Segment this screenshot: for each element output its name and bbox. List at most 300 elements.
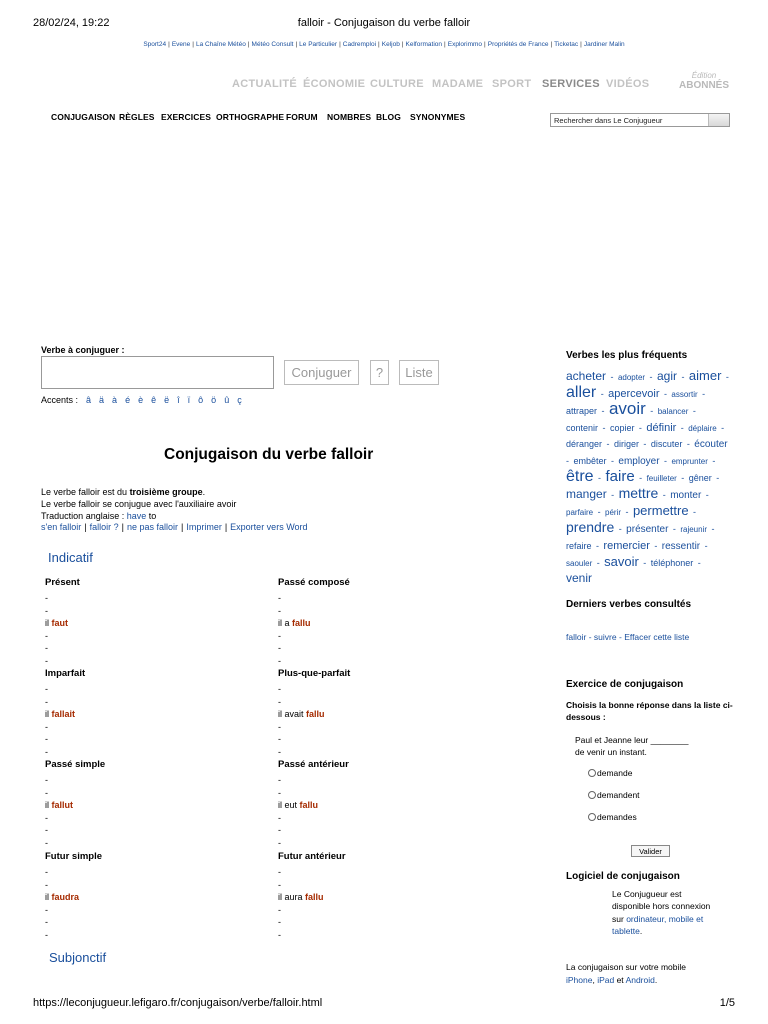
option-label: demandent bbox=[597, 790, 640, 800]
verb-input[interactable] bbox=[41, 356, 274, 389]
frequent-verb-link[interactable]: avoir bbox=[608, 399, 646, 419]
conjugation-line bbox=[45, 696, 265, 709]
cloud-separator: - bbox=[625, 506, 629, 517]
cloud-separator: - bbox=[618, 524, 622, 535]
mobile-sep: , bbox=[592, 974, 598, 985]
frequent-verb-link[interactable]: manger bbox=[566, 487, 607, 502]
edition-label: Édition bbox=[691, 71, 717, 80]
partner-link[interactable]: Météo Consult bbox=[251, 41, 294, 48]
conjugation-line bbox=[278, 721, 498, 734]
accent-char[interactable]: à bbox=[112, 395, 118, 405]
pronoun: il avait bbox=[278, 709, 304, 720]
mobile-end: . bbox=[654, 974, 658, 985]
verb-form: faudra bbox=[51, 892, 80, 903]
empty-person: - bbox=[45, 630, 48, 641]
exercise-question: Choisis la bonne réponse dans la liste ci-dessous : bbox=[566, 700, 733, 722]
frequent-verb-link[interactable]: copier bbox=[609, 422, 635, 433]
search-input[interactable]: Rechercher dans Le Conjugueur bbox=[550, 113, 730, 127]
empty-person: - bbox=[45, 825, 48, 836]
empty-person: - bbox=[278, 746, 281, 757]
search-button[interactable] bbox=[708, 114, 729, 126]
conjugation-line bbox=[45, 746, 265, 759]
cloud-separator: - bbox=[606, 439, 610, 450]
frequent-verb-link[interactable]: attraper bbox=[566, 406, 598, 417]
translation-suffix: to bbox=[146, 511, 157, 521]
software-devices-link[interactable]: ordinateur, mobile et tablette bbox=[612, 913, 704, 936]
partner-link[interactable]: Explorimmo bbox=[447, 41, 483, 48]
frequent-verb-link[interactable]: parfaire bbox=[566, 507, 594, 517]
cloud-separator: - bbox=[611, 490, 615, 501]
frequent-verb-link[interactable]: feuilleter bbox=[646, 473, 677, 483]
tense-block bbox=[45, 668, 265, 759]
conjugation-line bbox=[45, 824, 265, 837]
cloud-separator: - bbox=[681, 372, 685, 382]
partner-link[interactable]: Keljob bbox=[381, 41, 400, 48]
cloud-separator: - bbox=[639, 472, 643, 483]
exercise-sentence-line2: de venir un instant. bbox=[575, 747, 647, 757]
conjugation-line bbox=[45, 605, 265, 618]
frequent-verb-link[interactable]: adopter bbox=[617, 373, 646, 382]
empty-person: - bbox=[278, 775, 281, 785]
frequent-verb-link[interactable]: ressentir bbox=[661, 540, 701, 552]
link-separator: | bbox=[121, 522, 124, 532]
cloud-separator: - bbox=[566, 455, 569, 466]
conjugation-line bbox=[278, 916, 498, 929]
empty-person: - bbox=[278, 605, 281, 616]
empty-person: - bbox=[45, 655, 48, 666]
conjugation-line bbox=[45, 799, 265, 812]
tense-block bbox=[278, 668, 498, 759]
mode-indicatif: Indicatif bbox=[48, 550, 93, 565]
accent-char[interactable]: è bbox=[138, 395, 144, 405]
recent-verbs-title: Derniers verbes consultés bbox=[566, 599, 692, 610]
cloud-separator: - bbox=[704, 540, 708, 551]
conjugation-line bbox=[278, 708, 498, 721]
partner-link[interactable]: La Chaîne Météo bbox=[195, 41, 246, 48]
frequent-verb-link[interactable]: remercier bbox=[603, 539, 650, 552]
conjugation-line bbox=[278, 696, 498, 709]
cloud-separator: - bbox=[672, 524, 676, 535]
accent-char[interactable]: ë bbox=[164, 395, 170, 405]
frequent-verb-link[interactable]: mettre bbox=[618, 485, 659, 502]
frequent-verb-link[interactable]: saouler bbox=[566, 558, 593, 568]
empty-person: - bbox=[278, 593, 281, 603]
auxiliary-text: Le verbe falloir se conjugue avec l'auxiliaire avoir bbox=[41, 499, 237, 509]
partner-link[interactable]: Evene bbox=[171, 41, 191, 48]
tense-name: Passé composé bbox=[278, 577, 350, 588]
partner-separator: | bbox=[295, 41, 298, 48]
tense-block bbox=[278, 577, 498, 668]
empty-person: - bbox=[278, 684, 281, 694]
conjugation-line bbox=[278, 787, 498, 800]
empty-person: - bbox=[45, 879, 48, 890]
conjugation-line bbox=[278, 824, 498, 837]
empty-person: - bbox=[45, 746, 48, 757]
cloud-separator: - bbox=[686, 439, 690, 450]
conjugation-line bbox=[278, 683, 498, 696]
cloud-separator: - bbox=[702, 388, 706, 399]
validate-button[interactable]: Valider bbox=[631, 845, 670, 857]
frequent-verb-link[interactable]: déplaire bbox=[688, 423, 717, 433]
tense-name: Présent bbox=[45, 577, 80, 588]
mobile-text bbox=[566, 961, 736, 986]
empty-person: - bbox=[278, 904, 281, 915]
conjugation-line bbox=[45, 683, 265, 696]
frequent-verb-link[interactable]: définir bbox=[646, 421, 677, 434]
cloud-separator: - bbox=[596, 557, 600, 568]
option-label: demandes bbox=[597, 812, 637, 822]
print-page-number: 1/5 bbox=[719, 997, 735, 1009]
cloud-separator: - bbox=[601, 406, 605, 417]
frequent-verb-link[interactable]: embêter bbox=[573, 455, 607, 466]
conjugation-line bbox=[278, 592, 498, 605]
partner-link[interactable]: Cadremploi bbox=[342, 41, 377, 48]
frequent-verb-link[interactable]: savoir bbox=[604, 553, 639, 569]
cloud-separator: - bbox=[711, 524, 715, 535]
cloud-separator: - bbox=[663, 455, 667, 466]
nav-synonymes[interactable]: SYNONYMES bbox=[410, 112, 466, 122]
empty-person: - bbox=[278, 812, 281, 823]
verb-form: fallu bbox=[305, 892, 324, 903]
partner-separator: | bbox=[580, 41, 582, 48]
frequent-verb-link[interactable]: refaire bbox=[566, 540, 592, 551]
verb-input-label: Verbe à conjuguer : bbox=[41, 345, 125, 355]
frequent-verb-link[interactable]: acheter bbox=[566, 369, 607, 383]
translation-link[interactable]: have bbox=[126, 511, 147, 521]
accent-char[interactable]: â bbox=[86, 395, 92, 405]
empty-person: - bbox=[278, 643, 281, 654]
empty-person: - bbox=[45, 917, 48, 928]
conjugation-line bbox=[45, 879, 265, 892]
nav-blog[interactable]: BLOG bbox=[376, 112, 401, 122]
frequent-verb-link[interactable]: être bbox=[566, 467, 594, 485]
nav-conjugaison[interactable]: CONJUGAISON bbox=[51, 112, 116, 122]
conjuguer-button[interactable]: Conjuguer bbox=[284, 360, 359, 385]
partner-link[interactable]: Le Particulier bbox=[299, 41, 338, 48]
verb-action-link[interactable]: s'en falloir bbox=[41, 522, 82, 532]
empty-person: - bbox=[45, 593, 48, 603]
pronoun: il bbox=[45, 709, 49, 720]
verb-action-link[interactable]: ne pas falloir bbox=[126, 522, 178, 532]
conjugation-line bbox=[45, 866, 265, 879]
section-actualite[interactable]: ACTUALITÉ bbox=[232, 78, 298, 90]
exercise-sentence bbox=[575, 734, 735, 758]
conjugation-line bbox=[278, 774, 498, 787]
conjugation-line bbox=[278, 904, 498, 917]
empty-person: - bbox=[278, 630, 281, 641]
empty-person: - bbox=[278, 655, 281, 666]
frequent-verb-link[interactable]: déranger bbox=[566, 439, 603, 450]
section-services[interactable]: SERVICES bbox=[542, 78, 600, 90]
empty-person: - bbox=[278, 929, 281, 940]
cloud-separator: - bbox=[597, 506, 601, 517]
conjugation-line bbox=[278, 879, 498, 892]
frequent-verb-link[interactable]: gêner bbox=[688, 472, 712, 483]
verb-actions bbox=[41, 522, 308, 532]
edition-abonnes-link[interactable] bbox=[679, 71, 729, 91]
conjugation-line bbox=[45, 655, 265, 668]
link-separator: | bbox=[180, 522, 184, 532]
pronoun: il bbox=[45, 618, 49, 629]
pronoun: il a bbox=[278, 618, 290, 629]
cloud-separator: - bbox=[721, 422, 725, 433]
frequent-verb-link[interactable]: permettre bbox=[632, 502, 689, 518]
frequent-verb-link[interactable]: aller bbox=[566, 383, 597, 401]
accent-char[interactable]: ê bbox=[151, 395, 157, 405]
tense-name: Passé simple bbox=[45, 759, 106, 770]
radio-icon[interactable] bbox=[588, 813, 596, 821]
cloud-separator: - bbox=[705, 490, 709, 501]
mobile-description: La conjugaison sur votre mobile bbox=[566, 962, 687, 972]
partner-link[interactable]: Sport24 bbox=[143, 41, 167, 48]
partner-separator: | bbox=[168, 41, 170, 48]
option-demandent[interactable] bbox=[588, 790, 640, 800]
pronoun: il eut bbox=[278, 800, 298, 811]
frequent-verb-link[interactable]: discuter bbox=[650, 439, 683, 450]
iphone-link[interactable]: iPhone bbox=[566, 974, 593, 985]
recent-verb-link[interactable]: falloir bbox=[566, 632, 587, 642]
partner-separator: | bbox=[378, 41, 380, 48]
mode-subjonctif: Subjonctif bbox=[49, 950, 107, 965]
tense-name: Futur simple bbox=[45, 851, 103, 862]
cloud-separator: - bbox=[638, 422, 642, 433]
option-demande[interactable] bbox=[588, 768, 632, 778]
conjugation-line bbox=[45, 642, 265, 655]
conjugation-line bbox=[45, 929, 265, 942]
frequent-verb-link[interactable]: diriger bbox=[613, 439, 639, 450]
pronoun: il aura bbox=[278, 892, 303, 903]
accent-char[interactable]: ô bbox=[198, 395, 204, 405]
empty-person: - bbox=[278, 825, 281, 836]
link-separator: | bbox=[224, 522, 228, 532]
conjugation-line bbox=[278, 812, 498, 825]
frequent-verb-link[interactable]: employer bbox=[618, 455, 660, 467]
partner-link[interactable]: Jardiner Malin bbox=[583, 41, 625, 48]
empty-person: - bbox=[45, 734, 48, 745]
empty-person: - bbox=[278, 867, 281, 877]
option-demandes[interactable] bbox=[588, 812, 637, 822]
cloud-separator: - bbox=[650, 406, 654, 417]
tense-name: Futur antérieur bbox=[278, 851, 346, 862]
conjugation-line bbox=[45, 837, 265, 850]
recent-separator: - bbox=[618, 632, 622, 642]
partner-link[interactable]: Kelformation bbox=[405, 41, 443, 48]
frequent-verb-link[interactable]: contenir bbox=[566, 422, 599, 433]
frequent-verb-link[interactable]: assortir bbox=[671, 389, 698, 399]
radio-icon[interactable] bbox=[588, 791, 596, 799]
partner-separator: | bbox=[550, 41, 553, 48]
print-header bbox=[33, 17, 735, 31]
cloud-separator: - bbox=[662, 490, 666, 501]
empty-person: - bbox=[45, 643, 48, 654]
cloud-separator: - bbox=[712, 455, 716, 466]
partner-link[interactable]: Ticketac bbox=[554, 41, 579, 48]
accent-char[interactable]: î bbox=[177, 395, 180, 405]
cloud-separator: - bbox=[697, 557, 701, 568]
cloud-separator: - bbox=[610, 372, 614, 382]
section-economie[interactable]: ÉCONOMIE bbox=[303, 78, 366, 90]
empty-person: - bbox=[45, 812, 48, 823]
frequent-verb-link[interactable]: faire bbox=[605, 467, 635, 485]
accent-char[interactable]: ä bbox=[99, 395, 105, 405]
conjugation-line bbox=[45, 904, 265, 917]
software-text bbox=[612, 888, 722, 937]
cloud-separator: - bbox=[598, 472, 602, 483]
print-footer bbox=[33, 997, 735, 1011]
conjugation-line bbox=[45, 708, 265, 721]
cloud-separator: - bbox=[716, 472, 720, 483]
software-description: Le Conjugueur est disponible hors connexion sur bbox=[612, 889, 711, 924]
translation-label: Traduction anglaise : bbox=[41, 511, 127, 521]
conjugation-line bbox=[278, 866, 498, 879]
section-nav bbox=[232, 71, 732, 96]
accent-char[interactable]: ö bbox=[211, 395, 217, 405]
accents-label: Accents : bbox=[41, 395, 79, 405]
page-title: Conjugaison du verbe falloir bbox=[164, 446, 374, 463]
frequent-verb-link[interactable]: monter bbox=[670, 490, 702, 502]
recent-separator: - bbox=[588, 632, 592, 642]
partner-separator: | bbox=[444, 41, 446, 48]
nav-exercices[interactable]: EXERCICES bbox=[161, 112, 212, 122]
verb-form: faut bbox=[51, 618, 69, 629]
verb-form: fallut bbox=[51, 800, 74, 811]
conjugation-line bbox=[278, 891, 498, 904]
conjugation-line bbox=[45, 787, 265, 800]
mobile-sep: et bbox=[614, 974, 626, 985]
accents-bar bbox=[41, 395, 242, 405]
cloud-separator: - bbox=[643, 557, 647, 568]
cloud-separator: - bbox=[654, 540, 658, 551]
empty-person: - bbox=[278, 879, 281, 890]
verb-action-link[interactable]: falloir ? bbox=[89, 522, 119, 532]
accent-char[interactable]: ï bbox=[187, 395, 191, 405]
frequent-verb-link[interactable]: téléphoner bbox=[650, 557, 694, 568]
cloud-separator: - bbox=[600, 388, 604, 399]
empty-person: - bbox=[278, 696, 281, 707]
frequent-verb-link[interactable]: périr bbox=[605, 507, 622, 517]
accent-char[interactable]: û bbox=[224, 395, 230, 405]
recent-verb-link[interactable]: suivre bbox=[593, 632, 617, 642]
help-button[interactable]: ? bbox=[370, 360, 389, 385]
tense-block bbox=[45, 851, 265, 942]
frequent-verb-link[interactable]: venir bbox=[566, 571, 593, 586]
section-videos[interactable]: VIDÉOS bbox=[606, 78, 650, 90]
cloud-separator: - bbox=[602, 422, 606, 433]
abonnes-label: ABONNÉS bbox=[679, 80, 730, 91]
nav-forum[interactable]: FORUM bbox=[286, 112, 318, 122]
tense-block bbox=[45, 759, 265, 850]
frequent-verb-link[interactable]: prendre bbox=[566, 519, 615, 536]
tense-name: Imparfait bbox=[45, 668, 86, 679]
empty-person: - bbox=[45, 787, 48, 798]
verb-form: fallu bbox=[306, 709, 325, 720]
software-title: Logiciel de conjugaison bbox=[566, 871, 680, 882]
frequent-verb-link[interactable]: balancer bbox=[657, 407, 689, 417]
link-separator: | bbox=[84, 522, 87, 532]
cloud-separator: - bbox=[725, 372, 729, 382]
radio-icon[interactable] bbox=[588, 769, 596, 777]
conjugation-line bbox=[45, 916, 265, 929]
partner-separator: | bbox=[247, 41, 250, 48]
section-sport[interactable]: SPORT bbox=[492, 78, 532, 90]
cloud-separator: - bbox=[692, 406, 696, 417]
empty-person: - bbox=[278, 787, 281, 798]
cloud-separator: - bbox=[681, 472, 685, 483]
empty-person: - bbox=[45, 904, 48, 915]
android-link[interactable]: Android bbox=[625, 974, 655, 985]
frequent-verb-link[interactable]: présenter bbox=[626, 524, 669, 536]
ipad-link[interactable]: iPad bbox=[597, 974, 615, 985]
empty-person: - bbox=[45, 929, 48, 940]
verb-action-link[interactable]: Imprimer bbox=[186, 522, 222, 532]
section-culture[interactable]: CULTURE bbox=[370, 78, 424, 90]
verb-action-link[interactable]: Exporter vers Word bbox=[230, 522, 308, 532]
conjugation-line bbox=[278, 746, 498, 759]
conjugation-line bbox=[45, 774, 265, 787]
accent-char[interactable]: ç bbox=[237, 395, 242, 405]
verb-form: fallu bbox=[292, 618, 311, 629]
tense-block bbox=[45, 577, 265, 668]
nav-regles[interactable]: RÈGLES bbox=[119, 112, 155, 122]
partner-separator: | bbox=[401, 41, 404, 48]
liste-button[interactable]: Liste bbox=[399, 360, 439, 385]
nav-orthographe[interactable]: ORTHOGRAPHE bbox=[216, 112, 285, 122]
verb-intro bbox=[41, 486, 441, 522]
conjugation-line bbox=[278, 929, 498, 942]
verb-group: troisième groupe bbox=[129, 487, 203, 497]
section-madame[interactable]: MADAME bbox=[432, 78, 484, 90]
partner-link[interactable]: Propriétés de France bbox=[487, 41, 549, 48]
conjugation-line bbox=[278, 642, 498, 655]
frequent-verb-link[interactable]: écouter bbox=[694, 439, 728, 451]
exercise-title: Exercice de conjugaison bbox=[566, 679, 684, 690]
empty-person: - bbox=[45, 696, 48, 707]
conjugation-line bbox=[45, 733, 265, 746]
cloud-separator: - bbox=[693, 506, 697, 517]
tense-name: Plus-que-parfait bbox=[278, 668, 351, 679]
accent-char[interactable]: é bbox=[125, 395, 131, 405]
partner-separator: | bbox=[192, 41, 194, 48]
verb-form: fallu bbox=[299, 800, 319, 811]
empty-person: - bbox=[45, 721, 48, 732]
pronoun: il bbox=[45, 800, 49, 811]
intro-text: Le verbe falloir est du bbox=[41, 487, 130, 497]
frequent-verbs-title: Verbes les plus fréquents bbox=[566, 350, 688, 361]
frequent-verb-link[interactable]: agir bbox=[656, 369, 677, 383]
conjugation-line bbox=[45, 592, 265, 605]
nav-nombres[interactable]: NOMBRES bbox=[327, 112, 372, 122]
clear-list-link[interactable]: Effacer cette liste bbox=[624, 632, 690, 642]
verb-cloud bbox=[566, 369, 731, 586]
cloud-separator: - bbox=[663, 388, 667, 399]
print-url: https://leconjugueur.lefigaro.fr/conjugaison/verbe/falloir.html bbox=[33, 997, 323, 1009]
frequent-verb-link[interactable]: rajeunir bbox=[680, 525, 708, 535]
frequent-verb-link[interactable]: aimer bbox=[688, 368, 722, 383]
empty-person: - bbox=[278, 837, 281, 848]
conjugation-line bbox=[278, 617, 498, 630]
partner-links bbox=[0, 41, 768, 48]
conjugation-line bbox=[45, 812, 265, 825]
print-title: falloir - Conjugaison du verbe falloir bbox=[297, 17, 471, 29]
pronoun: il bbox=[45, 892, 49, 903]
frequent-verb-link[interactable]: emprunter bbox=[671, 456, 708, 466]
frequent-verb-link[interactable]: apercevoir bbox=[608, 387, 660, 400]
conjugation-line bbox=[278, 655, 498, 668]
tense-block bbox=[278, 759, 498, 850]
conjugation-line bbox=[278, 837, 498, 850]
tense-block bbox=[278, 851, 498, 942]
empty-person: - bbox=[45, 837, 48, 848]
